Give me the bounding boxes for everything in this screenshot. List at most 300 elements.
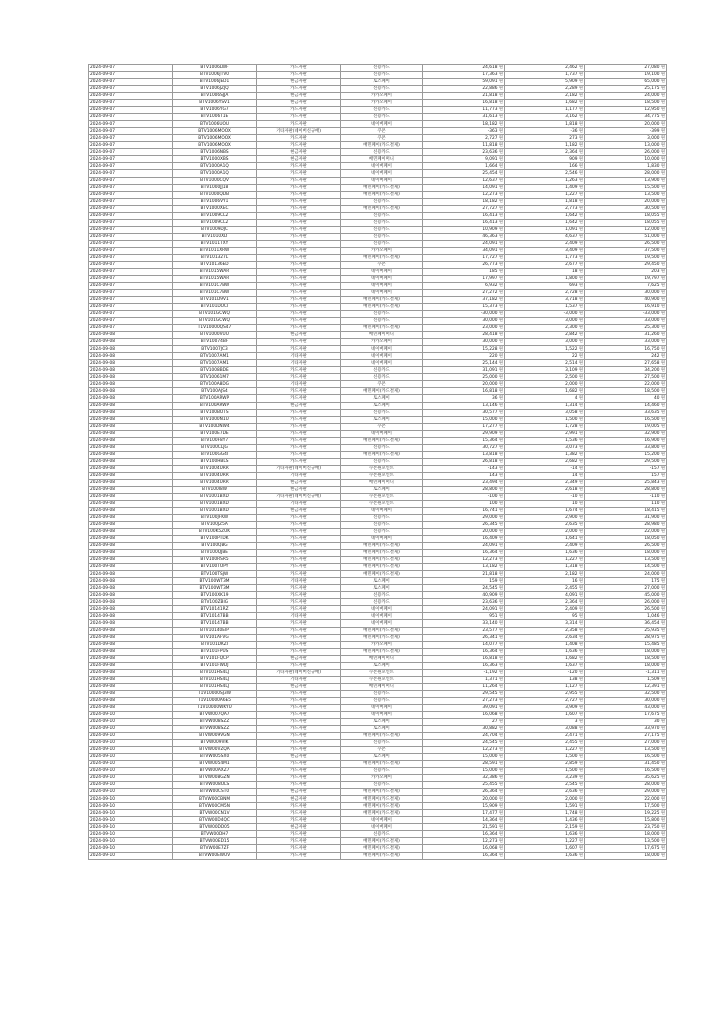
payment-method-cell: 신용카드 — [341, 219, 423, 226]
vat-cell — [505, 212, 585, 219]
currency-unit: 원 — [578, 557, 583, 563]
currency-unit: 원 — [498, 754, 503, 760]
payment-type-cell: 현금자판 — [257, 479, 341, 486]
order-id-cell: BTV1004URR — [173, 465, 257, 472]
currency-unit: 원 — [578, 444, 583, 450]
total-cell — [585, 416, 667, 423]
amount-value: 2,677 — [565, 262, 578, 268]
total-cell — [585, 304, 667, 311]
currency-unit: 원 — [578, 128, 583, 134]
amount-value: 1,682 — [565, 388, 578, 394]
order-id-cell: BTV1001BXD — [173, 500, 257, 507]
payment-type-cell: 카드자판 — [257, 114, 341, 121]
table-row — [89, 205, 667, 212]
amount-value: 18,182 — [482, 198, 498, 204]
amount-value: 2,349 — [565, 480, 578, 486]
vat-cell — [505, 142, 585, 149]
currency-unit: 원 — [498, 423, 503, 429]
date-cell: 2024-09-08 — [89, 543, 173, 550]
amount-value: 23,636 — [482, 149, 498, 155]
payment-method-cell: 신용카드 — [341, 831, 423, 838]
currency-unit: 원 — [660, 740, 665, 746]
amount-value: 12,273 — [482, 191, 498, 197]
payment-type-cell: 카드자판 — [257, 536, 341, 543]
supply-amount-cell — [423, 142, 505, 149]
currency-unit: 원 — [498, 669, 503, 675]
table-row — [89, 79, 667, 86]
payment-type-cell: 카드자판 — [257, 65, 341, 72]
supply-amount-cell — [423, 381, 505, 388]
order-id-cell: BTV101DOCI — [173, 304, 257, 311]
supply-amount-cell — [423, 437, 505, 444]
table-row — [89, 451, 667, 458]
supply-amount-cell — [423, 423, 505, 430]
payment-type-cell: 카드자판 — [257, 704, 341, 711]
table-row — [89, 775, 667, 782]
table-row — [89, 550, 667, 557]
total-cell — [585, 557, 667, 564]
currency-unit: 원 — [660, 466, 665, 472]
amount-value: 16,409 — [482, 536, 498, 542]
currency-unit: 원 — [660, 339, 665, 345]
order-id-cell: T1V10000QS47 — [173, 325, 257, 332]
payment-type-cell: 현금자판 — [257, 507, 341, 514]
payment-method-cell: 배민페이(카드결제) — [341, 325, 423, 332]
amount-value: 2,546 — [565, 170, 578, 176]
currency-unit: 원 — [498, 705, 503, 711]
supply-amount-cell — [423, 507, 505, 514]
amount-value: 23,000 — [482, 325, 498, 331]
supply-amount-cell — [423, 149, 505, 156]
date-cell: 2024-09-08 — [89, 465, 173, 472]
date-cell: 2024-09-08 — [89, 606, 173, 613]
amount-value: 16,741 — [482, 508, 498, 514]
payment-type-cell: 카드자판 — [257, 775, 341, 782]
vat-cell — [505, 135, 585, 142]
table-row — [89, 676, 667, 683]
currency-unit: 원 — [498, 536, 503, 542]
currency-unit: 원 — [578, 852, 583, 858]
amount-value: 10,909 — [482, 226, 498, 232]
currency-unit: 원 — [498, 332, 503, 338]
vat-cell — [505, 824, 585, 831]
order-id-cell: BTV1006LWF — [173, 65, 257, 72]
payment-method-cell: 배민페이(카드결제) — [341, 852, 423, 859]
total-value: 16,500 — [644, 416, 660, 422]
table-row — [89, 529, 667, 536]
amount-value: 1,522 — [565, 346, 578, 352]
currency-unit: 원 — [660, 557, 665, 563]
payment-method-cell: 배민페이머니 — [341, 655, 423, 662]
total-cell — [585, 824, 667, 831]
payment-method-cell: 배민페이(카드결제) — [341, 254, 423, 261]
amount-value: 46,363 — [482, 234, 498, 240]
total-cell — [585, 395, 667, 402]
currency-unit: 원 — [660, 578, 665, 584]
total-cell — [585, 318, 667, 325]
order-id-cell: BTV1006T1E — [173, 114, 257, 121]
payment-type-cell: 현금자판 — [257, 93, 341, 100]
currency-unit: 원 — [578, 339, 583, 345]
amount-value: 26,773 — [482, 262, 498, 268]
date-cell: 2024-09-07 — [89, 268, 173, 275]
amount-value: 1,227 — [565, 191, 578, 197]
payment-type-cell: 카드자판 — [257, 226, 341, 233]
amount-value: 24,091 — [482, 241, 498, 247]
amount-value: 14,091 — [482, 184, 498, 190]
total-value: 110 — [651, 501, 660, 507]
order-id-cell: BTVW00CN1V — [173, 810, 257, 817]
total-value: 29,500 — [644, 459, 660, 465]
payment-type-cell: 카드자판 — [257, 761, 341, 768]
supply-amount-cell — [423, 515, 505, 522]
vat-cell — [505, 353, 585, 360]
amount-value: 27,272 — [482, 290, 498, 296]
table-row — [89, 388, 667, 395]
date-cell: 2024-09-08 — [89, 367, 173, 374]
payment-method-cell: 배민페이(카드결제) — [341, 557, 423, 564]
date-cell: 2024-09-07 — [89, 135, 173, 142]
table-row — [89, 416, 667, 423]
order-id-cell: BTV100GG4I — [173, 451, 257, 458]
amount-value: 16,068 — [482, 712, 498, 718]
currency-unit: 원 — [660, 255, 665, 261]
total-cell — [585, 515, 667, 522]
date-cell: 2024-09-08 — [89, 409, 173, 416]
amount-value: 2,000 — [565, 796, 578, 802]
amount-value: 25,144 — [482, 360, 498, 366]
amount-value: 1,818 — [565, 121, 578, 127]
currency-unit: 원 — [660, 184, 665, 190]
currency-unit: 원 — [578, 655, 583, 661]
order-id-cell: BTVW007QA7 — [173, 711, 257, 718]
order-id-cell: BTV100WT3M — [173, 578, 257, 585]
vat-cell — [505, 564, 585, 571]
vat-cell — [505, 184, 585, 191]
payment-type-cell: 카드자판 — [257, 648, 341, 655]
table-row — [89, 339, 667, 346]
amount-value: 1,500 — [565, 754, 578, 760]
amount-value: 15,373 — [482, 304, 498, 310]
order-id-cell: BTV100ARWP — [173, 395, 257, 402]
payment-method-cell: 배민페이머니 — [341, 683, 423, 690]
supply-amount-cell — [423, 740, 505, 747]
order-id-cell: BTV101GCWQ — [173, 311, 257, 318]
table-row — [89, 655, 667, 662]
total-value: 15,485 — [644, 641, 660, 647]
payment-method-cell: 쿠폰원포인트 — [341, 669, 423, 676]
currency-unit: 원 — [660, 297, 665, 303]
supply-amount-cell — [423, 634, 505, 641]
date-cell: 2024-09-10 — [89, 824, 173, 831]
total-cell — [585, 374, 667, 381]
date-cell: 2024-09-10 — [89, 754, 173, 761]
payment-method-cell: 네이버페이 — [341, 346, 423, 353]
total-cell — [585, 782, 667, 789]
payment-type-cell: 카드자판 — [257, 416, 341, 423]
table-row — [89, 754, 667, 761]
vat-cell — [505, 128, 585, 135]
total-cell — [585, 184, 667, 191]
currency-unit: 원 — [578, 381, 583, 387]
amount-value: 1,182 — [565, 142, 578, 148]
currency-unit: 원 — [498, 128, 503, 134]
vat-cell — [505, 367, 585, 374]
total-cell — [585, 852, 667, 859]
currency-unit: 원 — [660, 163, 665, 169]
vat-cell — [505, 444, 585, 451]
order-id-cell: BTV1004URR — [173, 479, 257, 486]
currency-unit: 원 — [578, 585, 583, 591]
payment-type-cell: 카드자판 — [257, 304, 341, 311]
table-row — [89, 817, 667, 824]
order-id-cell: BTVW009VIK — [173, 740, 257, 747]
currency-unit: 원 — [498, 444, 503, 450]
supply-amount-cell — [423, 100, 505, 107]
currency-unit: 원 — [498, 522, 503, 528]
currency-unit: 원 — [578, 100, 583, 106]
currency-unit: 원 — [578, 241, 583, 247]
total-value: 29,450 — [644, 262, 660, 268]
vat-cell — [505, 247, 585, 254]
currency-unit: 원 — [578, 177, 583, 183]
payment-method-cell: 쿠폰원포인트 — [341, 676, 423, 683]
supply-amount-cell — [423, 430, 505, 437]
total-value: 26,000 — [644, 599, 660, 605]
payment-type-cell: 카드자판 — [257, 290, 341, 297]
payment-method-cell: 토스페이 — [341, 718, 423, 725]
currency-unit: 원 — [660, 543, 665, 549]
payment-method-cell: 쿠폰 — [341, 423, 423, 430]
currency-unit: 원 — [578, 648, 583, 654]
currency-unit: 원 — [578, 219, 583, 225]
table-row — [89, 824, 667, 831]
date-cell: 2024-09-10 — [89, 718, 173, 725]
payment-type-cell: 카드자판 — [257, 557, 341, 564]
total-cell — [585, 486, 667, 493]
payment-type-cell: 카드자판 — [257, 72, 341, 79]
vat-cell — [505, 606, 585, 613]
amount-value: 11,264 — [482, 684, 498, 690]
table-row — [89, 803, 667, 810]
table-row — [89, 254, 667, 261]
supply-amount-cell — [423, 472, 505, 479]
amount-value: 909 — [569, 156, 578, 162]
order-id-cell: BTV10141RZ — [173, 606, 257, 613]
currency-unit: 원 — [578, 423, 583, 429]
amount-value: 143 — [489, 473, 498, 479]
order-id-cell: T1V10000WKYU — [173, 704, 257, 711]
amount-value: 16,818 — [482, 100, 498, 106]
payment-method-cell: 네이버페이 — [341, 536, 423, 543]
table-row — [89, 543, 667, 550]
total-value: -157 — [649, 466, 660, 472]
date-cell: 2024-09-10 — [89, 782, 173, 789]
currency-unit: 원 — [578, 522, 583, 528]
vat-cell — [505, 402, 585, 409]
payment-method-cell: 신용카드 — [341, 458, 423, 465]
date-cell: 2024-09-07 — [89, 142, 173, 149]
currency-unit: 원 — [578, 409, 583, 415]
total-cell — [585, 768, 667, 775]
order-id-cell: BTV1006JED1 — [173, 79, 257, 86]
amount-value: 159 — [489, 578, 498, 584]
currency-unit: 원 — [660, 796, 665, 802]
currency-unit: 원 — [660, 606, 665, 612]
payment-method-cell: 신용카드 — [341, 690, 423, 697]
amount-value: 1,263 — [565, 177, 578, 183]
amount-value: 2,159 — [565, 824, 578, 830]
date-cell: 2024-09-07 — [89, 304, 173, 311]
date-cell: 2024-09-07 — [89, 107, 173, 114]
total-value: 28,000 — [644, 782, 660, 788]
amount-value: 220 — [489, 353, 498, 359]
payment-type-cell: 카드자판 — [257, 564, 341, 571]
currency-unit: 원 — [498, 845, 503, 851]
supply-amount-cell — [423, 65, 505, 72]
currency-unit: 원 — [498, 789, 503, 795]
payment-method-cell: 배민페이(카드결제) — [341, 634, 423, 641]
order-id-cell: BTV1000A1Q — [173, 170, 257, 177]
vat-cell — [505, 465, 585, 472]
payment-type-cell: 현금자판 — [257, 789, 341, 796]
total-value: 40 — [654, 395, 660, 401]
currency-unit: 원 — [578, 634, 583, 640]
order-id-cell: BTV1001BXD — [173, 493, 257, 500]
order-id-cell: BTV1008BDE — [173, 367, 257, 374]
order-id-cell: BTV1000JJ18 — [173, 184, 257, 191]
total-value: 1,509 — [647, 676, 660, 682]
currency-unit: 원 — [578, 564, 583, 570]
amount-value: 30,000 — [482, 339, 498, 345]
date-cell: 2024-09-07 — [89, 205, 173, 212]
total-value: -110 — [649, 494, 660, 500]
amount-value: 18,182 — [482, 121, 498, 127]
order-id-cell: BTVW008SZZ — [173, 725, 257, 732]
date-cell: 2024-09-08 — [89, 507, 173, 514]
supply-amount-cell — [423, 725, 505, 732]
payment-type-cell: 현금자판 — [257, 100, 341, 107]
currency-unit: 원 — [660, 508, 665, 514]
table-row — [89, 297, 667, 304]
amount-value: 14,077 — [482, 641, 498, 647]
payment-type-cell: 현금자판 — [257, 486, 341, 493]
currency-unit: 원 — [578, 592, 583, 598]
supply-amount-cell — [423, 796, 505, 803]
total-cell — [585, 93, 667, 100]
table-row — [89, 219, 667, 226]
amount-value: 31,091 — [482, 367, 498, 373]
supply-amount-cell — [423, 198, 505, 205]
amount-value: 26,818 — [482, 459, 498, 465]
date-cell: 2024-09-08 — [89, 458, 173, 465]
currency-unit: 원 — [498, 248, 503, 254]
date-cell: 2024-09-07 — [89, 198, 173, 205]
total-value: 15,200 — [644, 451, 660, 457]
order-id-cell: BTVW00CM5N — [173, 803, 257, 810]
currency-unit: 원 — [660, 662, 665, 668]
vat-cell — [505, 704, 585, 711]
currency-unit: 원 — [498, 198, 503, 204]
total-cell — [585, 290, 667, 297]
table-row — [89, 599, 667, 606]
payment-type-cell: 카드자판 — [257, 599, 341, 606]
amount-value: 25,454 — [482, 170, 498, 176]
payment-method-cell: 네이버페이 — [341, 177, 423, 184]
supply-amount-cell — [423, 479, 505, 486]
total-value: 14,500 — [644, 564, 660, 570]
total-value: 13,500 — [644, 557, 660, 563]
amount-value: 1,177 — [565, 107, 578, 113]
order-id-cell: BTV100ZBIG — [173, 599, 257, 606]
currency-unit: 원 — [660, 515, 665, 521]
currency-unit: 원 — [578, 93, 583, 99]
table-row — [89, 782, 667, 789]
payment-method-cell: 신용카드 — [341, 374, 423, 381]
date-cell: 2024-09-08 — [89, 388, 173, 395]
currency-unit: 원 — [498, 662, 503, 668]
currency-unit: 원 — [498, 437, 503, 443]
order-id-cell: BTV100WT3M — [173, 585, 257, 592]
date-cell: 2024-09-10 — [89, 711, 173, 718]
supply-amount-cell — [423, 325, 505, 332]
total-cell — [585, 831, 667, 838]
table-row — [89, 191, 667, 198]
vat-cell — [505, 156, 585, 163]
supply-amount-cell — [423, 93, 505, 100]
supply-amount-cell — [423, 212, 505, 219]
date-cell: 2024-09-08 — [89, 655, 173, 662]
payment-method-cell: 배민페이(카드결제) — [341, 627, 423, 634]
total-cell — [585, 620, 667, 627]
currency-unit: 원 — [498, 761, 503, 767]
amount-value: 1,382 — [565, 451, 578, 457]
amount-value: -143 — [487, 466, 498, 472]
currency-unit: 원 — [498, 747, 503, 753]
supply-amount-cell — [423, 360, 505, 367]
total-value: 19,005 — [644, 423, 660, 429]
date-cell: 2024-09-08 — [89, 451, 173, 458]
total-cell — [585, 754, 667, 761]
currency-unit: 원 — [660, 79, 665, 85]
total-value: 25,300 — [644, 325, 660, 331]
table-row — [89, 177, 667, 184]
supply-amount-cell — [423, 311, 505, 318]
vat-cell — [505, 515, 585, 522]
order-id-cell: BTV1006YG7 — [173, 107, 257, 114]
table-row — [89, 704, 667, 711]
total-cell — [585, 571, 667, 578]
currency-unit: 원 — [660, 100, 665, 106]
currency-unit: 원 — [498, 606, 503, 612]
date-cell: 2024-09-07 — [89, 297, 173, 304]
total-value: 19,500 — [644, 255, 660, 261]
currency-unit: 원 — [578, 212, 583, 218]
total-cell — [585, 543, 667, 550]
table-row — [89, 290, 667, 297]
order-id-cell: BTV1009CL2 — [173, 212, 257, 219]
vat-cell — [505, 789, 585, 796]
currency-unit: 원 — [578, 402, 583, 408]
amount-value: 1,227 — [565, 557, 578, 563]
order-id-cell: BTVW00ED15 — [173, 838, 257, 845]
currency-unit: 원 — [498, 620, 503, 626]
amount-value: -30,000 — [480, 311, 498, 317]
supply-amount-cell — [423, 704, 505, 711]
supply-amount-cell — [423, 409, 505, 416]
amount-value: 2,955 — [565, 691, 578, 697]
total-value: 27,080 — [644, 65, 660, 71]
